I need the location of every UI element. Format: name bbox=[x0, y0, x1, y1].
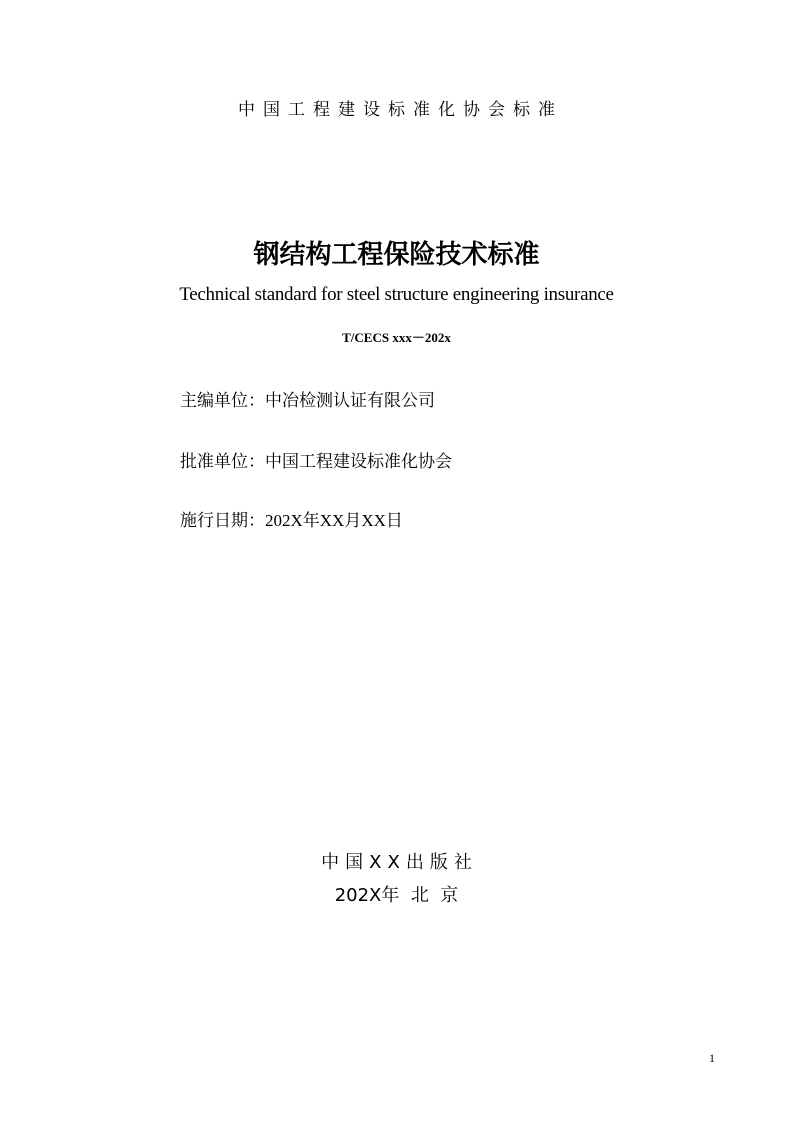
document-title-zh: 钢结构工程保险技术标准 bbox=[253, 240, 540, 270]
effective-date-line bbox=[180, 506, 403, 531]
standard-code: T/CECS xxx－202x bbox=[342, 330, 451, 345]
document-title-en: Technical standard for steel structure engineering insurance bbox=[179, 284, 614, 305]
approval-unit-label: 批准单位： bbox=[180, 452, 265, 472]
publisher-name: 中国XX出版社 bbox=[321, 852, 478, 873]
approval-unit-line bbox=[180, 447, 452, 472]
publication-year-place: 202X年 北 京 bbox=[334, 885, 459, 906]
standard-category-header: 中国工程建设标准化协会标准 bbox=[238, 100, 563, 120]
editor-unit-label: 主编单位： bbox=[180, 391, 265, 411]
editor-unit-line bbox=[180, 386, 435, 411]
effective-date-value: 202X年XX月XX日 bbox=[265, 511, 403, 530]
editor-unit-value: 中冶检测认证有限公司 bbox=[265, 391, 435, 411]
page-number: 1 bbox=[709, 1051, 715, 1065]
approval-unit-value: 中国工程建设标准化协会 bbox=[265, 452, 452, 472]
effective-date-label: 施行日期： bbox=[180, 511, 265, 531]
